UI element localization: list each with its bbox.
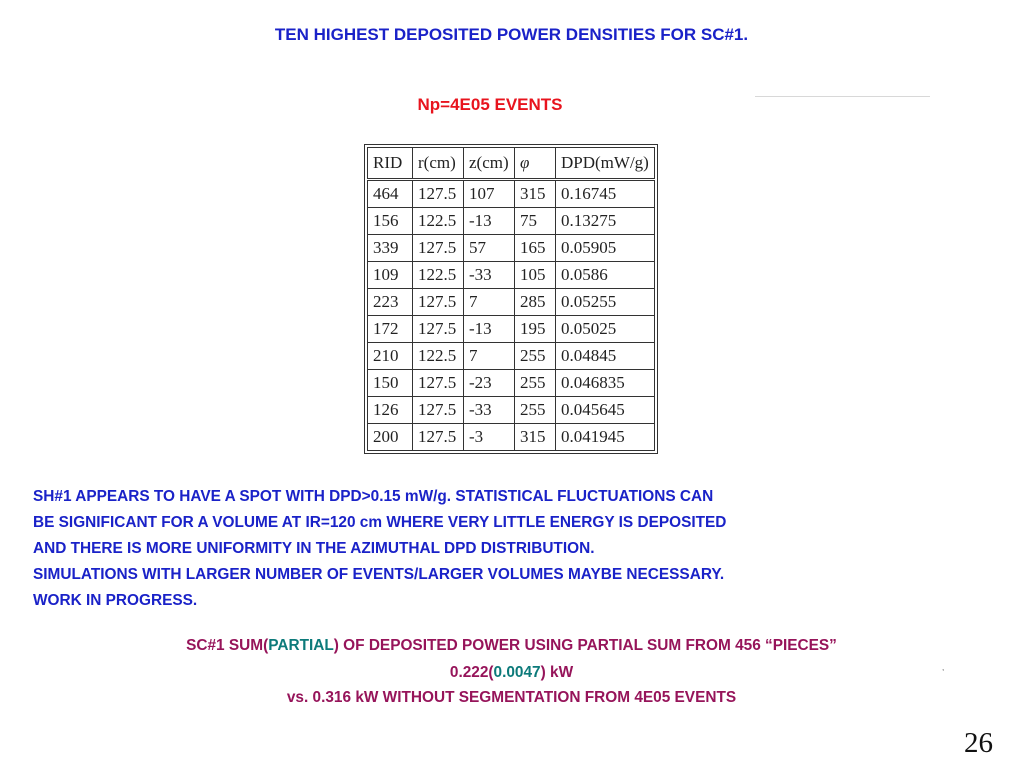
cell-z: 57 xyxy=(464,235,515,262)
cell-r: 127.5 xyxy=(413,316,464,343)
table-row xyxy=(368,262,655,289)
dpd-table xyxy=(367,147,655,451)
cell-r: 127.5 xyxy=(413,370,464,397)
cell-phi: 75 xyxy=(515,208,556,235)
cell-z: 7 xyxy=(464,343,515,370)
note-line: SIMULATIONS WITH LARGER NUMBER OF EVENTS/LARGER VOLUMES MAYBE NECESSARY. xyxy=(33,566,725,583)
summary-line-3: vs. 0.316 kW WITHOUT SEGMENTATION FROM 4E05 EVENTS xyxy=(286,689,737,706)
cell-dpd: 0.04845 xyxy=(556,343,655,370)
cell-phi: 315 xyxy=(515,424,556,451)
cell-dpd: 0.05025 xyxy=(556,316,655,343)
note-line: SH#1 APPEARS TO HAVE A SPOT WITH DPD>0.15 mW/g. STATISTICAL FLUCTUATIONS CAN xyxy=(33,488,714,505)
decorative-line xyxy=(755,96,930,97)
cell-z: -23 xyxy=(464,370,515,397)
page-number: 26 xyxy=(964,727,993,759)
decorative-mark: , xyxy=(942,663,945,672)
cell-rid: 156 xyxy=(368,208,413,235)
cell-rid: 464 xyxy=(368,180,413,208)
cell-phi: 255 xyxy=(515,397,556,424)
summary-line-1 xyxy=(0,637,1023,655)
slide-title: TEN HIGHEST DEPOSITED POWER DENSITIES FOR SC#1. xyxy=(274,25,749,44)
cell-phi: 255 xyxy=(515,370,556,397)
cell-r: 127.5 xyxy=(413,397,464,424)
cell-dpd: 0.041945 xyxy=(556,424,655,451)
cell-phi: 195 xyxy=(515,316,556,343)
cell-phi: 315 xyxy=(515,180,556,208)
cell-r: 127.5 xyxy=(413,180,464,208)
dpd-table-container xyxy=(367,147,655,451)
table-row xyxy=(368,397,655,424)
cell-rid: 150 xyxy=(368,370,413,397)
table-row xyxy=(368,235,655,262)
summary-value: 0.222( xyxy=(449,664,494,681)
cell-dpd: 0.05255 xyxy=(556,289,655,316)
cell-rid: 200 xyxy=(368,424,413,451)
summary-partial: PARTIAL xyxy=(268,637,334,654)
cell-r: 127.5 xyxy=(413,235,464,262)
cell-rid: 172 xyxy=(368,316,413,343)
cell-rid: 210 xyxy=(368,343,413,370)
table-header-row xyxy=(368,148,655,180)
cell-dpd: 0.046835 xyxy=(556,370,655,397)
header-dpd: DPD(mW/g) xyxy=(556,148,655,180)
cell-rid: 126 xyxy=(368,397,413,424)
cell-dpd: 0.0586 xyxy=(556,262,655,289)
cell-rid: 223 xyxy=(368,289,413,316)
cell-z: 7 xyxy=(464,289,515,316)
cell-phi: 105 xyxy=(515,262,556,289)
cell-rid: 339 xyxy=(368,235,413,262)
header-rid: RID xyxy=(368,148,413,180)
header-r: r(cm) xyxy=(413,148,464,180)
note-line: BE SIGNIFICANT FOR A VOLUME AT IR=120 cm WHERE VERY LITTLE ENERGY IS DEPOSITED xyxy=(33,514,727,531)
summary-error: 0.0047 xyxy=(493,664,541,681)
cell-dpd: 0.16745 xyxy=(556,180,655,208)
note-line: AND THERE IS MORE UNIFORMITY IN THE AZIMUTHAL DPD DISTRIBUTION. xyxy=(33,540,595,557)
header-phi: φ xyxy=(515,148,556,180)
cell-z: 107 xyxy=(464,180,515,208)
observation-note xyxy=(33,484,983,614)
cell-r: 127.5 xyxy=(413,289,464,316)
cell-r: 122.5 xyxy=(413,262,464,289)
cell-phi: 255 xyxy=(515,343,556,370)
cell-r: 127.5 xyxy=(413,424,464,451)
summary-line-2 xyxy=(0,664,1023,682)
table-row xyxy=(368,208,655,235)
cell-z: -13 xyxy=(464,208,515,235)
table-row xyxy=(368,289,655,316)
summary-suffix: ) OF DEPOSITED POWER USING PARTIAL SUM FROM 456 “PIECES” xyxy=(333,637,837,654)
cell-r: 122.5 xyxy=(413,343,464,370)
table-row xyxy=(368,424,655,451)
cell-dpd: 0.045645 xyxy=(556,397,655,424)
cell-dpd: 0.13275 xyxy=(556,208,655,235)
cell-rid: 109 xyxy=(368,262,413,289)
table-row xyxy=(368,343,655,370)
table-row xyxy=(368,370,655,397)
cell-r: 122.5 xyxy=(413,208,464,235)
summary-prefix: SC#1 SUM( xyxy=(186,637,269,654)
cell-phi: 165 xyxy=(515,235,556,262)
table-row xyxy=(368,180,655,208)
cell-dpd: 0.05905 xyxy=(556,235,655,262)
cell-z: -3 xyxy=(464,424,515,451)
note-line: WORK IN PROGRESS. xyxy=(33,592,198,609)
table-row xyxy=(368,316,655,343)
cell-phi: 285 xyxy=(515,289,556,316)
header-z: z(cm) xyxy=(464,148,515,180)
cell-z: -33 xyxy=(464,397,515,424)
events-subtitle: Np=4E05 EVENTS xyxy=(417,95,563,114)
cell-z: -33 xyxy=(464,262,515,289)
cell-z: -13 xyxy=(464,316,515,343)
summary-unit: ) kW xyxy=(540,664,574,681)
